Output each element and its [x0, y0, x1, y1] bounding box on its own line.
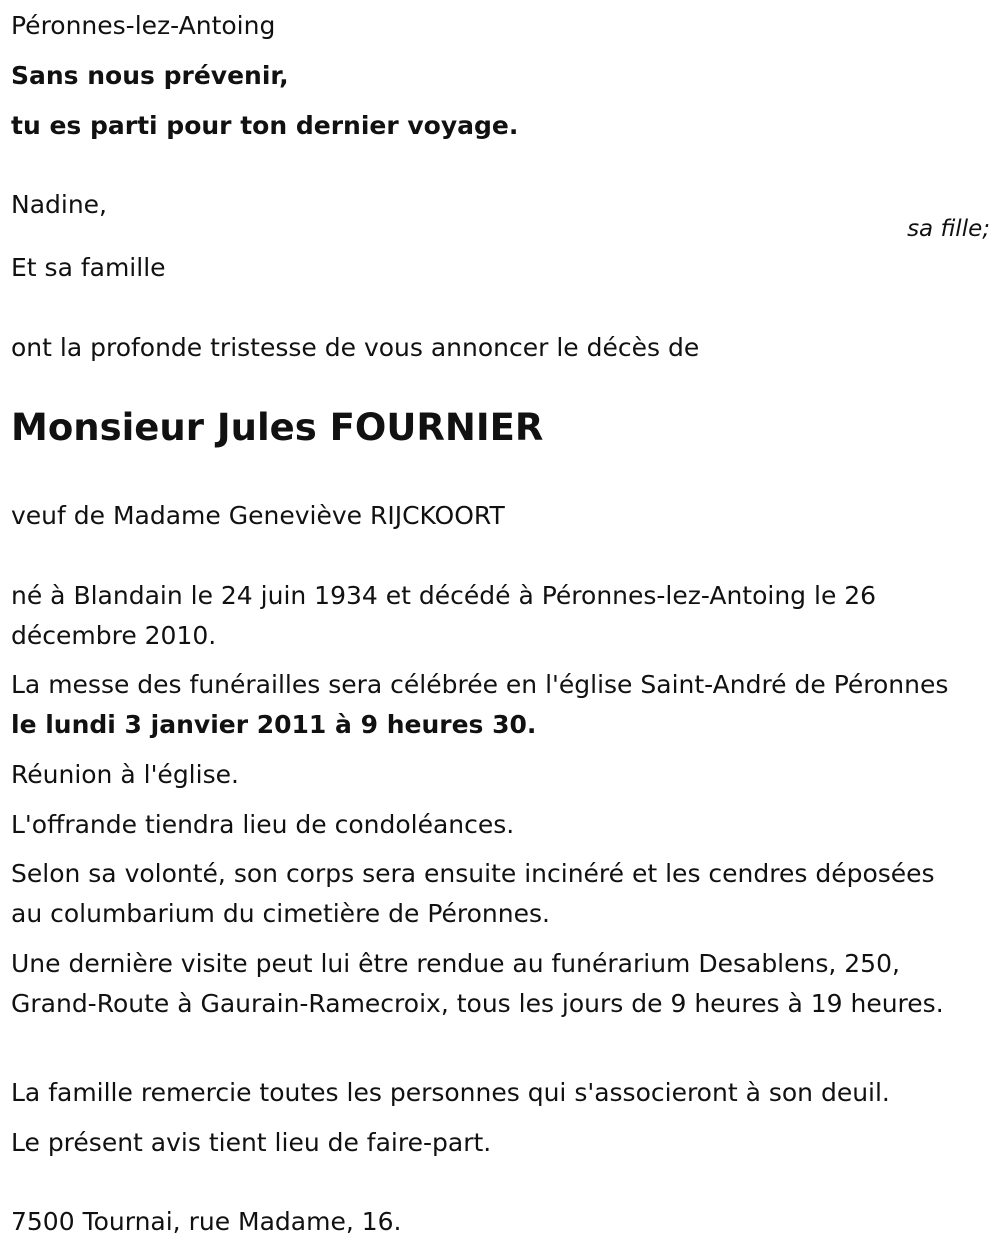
address-text: 7500 Tournai, rue Madame, 16. — [11, 1207, 402, 1236]
verse-line-1: Sans nous prévenir, — [11, 61, 289, 90]
cremation-text: Selon sa volonté, son corps sera ensuite incinéré et les cendres déposées au columbarium du cimetière de Péronnes. — [11, 859, 935, 928]
location-heading: Péronnes-lez-Antoing — [11, 11, 276, 40]
verse-line-2: tu es parti pour ton dernier voyage. — [11, 111, 519, 140]
spouse-text: veuf de Madame Geneviève RIJCKOORT — [11, 501, 505, 530]
notice-text: Le présent avis tient lieu de faire-part. — [11, 1128, 492, 1157]
offering-text: L'offrande tiendra lieu de condoléances. — [11, 810, 515, 839]
meeting-text: Réunion à l'église. — [11, 760, 239, 789]
visit-text: Une dernière visite peut lui être rendue au funérarium Desablens, 250, Grand-Route à Gaurain-Ramecroix, tous les jours de 9 heures à 19 heures. — [11, 949, 944, 1018]
announcement-text: ont la profonde tristesse de vous annoncer le décès de — [11, 333, 700, 362]
funeral-date-time: le lundi 3 janvier 2011 à 9 heures 30. — [11, 710, 537, 739]
funeral-text — [11, 665, 971, 745]
birth-death-text: né à Blandain le 24 juin 1934 et décédé à Péronnes-lez-Antoing le 26 décembre 2010. — [11, 581, 877, 650]
family-others: Et sa famille — [11, 253, 166, 282]
funeral-church-text: La messe des funérailles sera célébrée en l'église Saint-André de Péronnes — [11, 670, 949, 699]
family-member-relation: sa fille; — [907, 216, 990, 242]
family-member-name: Nadine, — [11, 190, 108, 219]
thanks-text: La famille remercie toutes les personnes qui s'associeront à son deuil. — [11, 1078, 890, 1107]
deceased-name: Monsieur Jules FOURNIER — [11, 406, 544, 449]
